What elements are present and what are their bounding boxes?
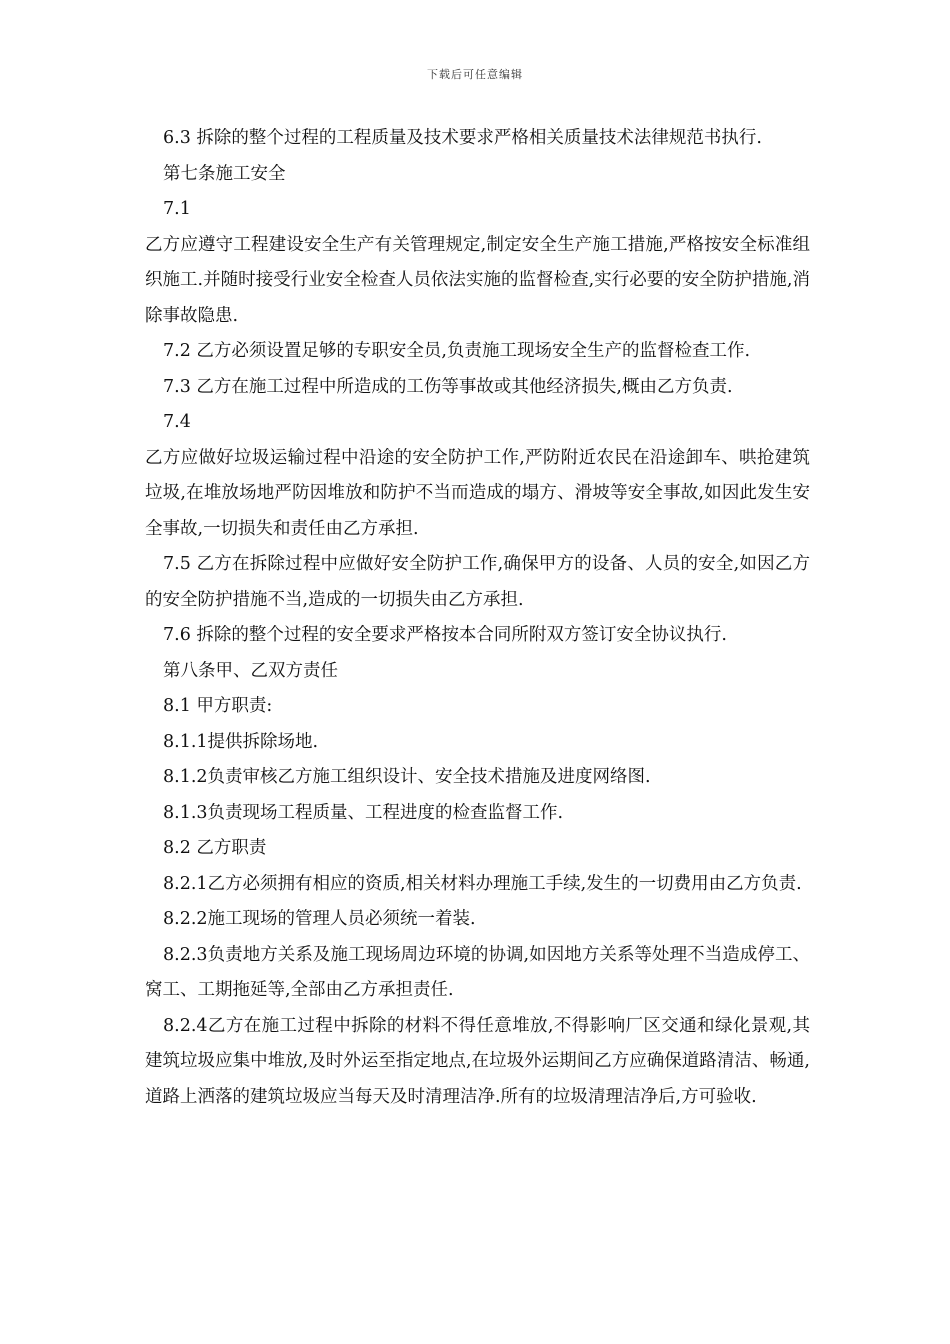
- document-body: [145, 121, 810, 1115]
- clause-8-1: 8.1 甲方职责:: [163, 696, 273, 716]
- clause-7-5: 7.5 乙方在拆除过程中应做好安全防护工作,确保甲方的设备、人员的安全,如因乙方的安全防护措施不当,造成的一切损失由乙方承担.: [145, 554, 810, 610]
- clause-7-6: 7.6 拆除的整个过程的安全要求严格按本合同所附双方签订安全协议执行.: [163, 625, 727, 645]
- clause-7-1-number: 7.1: [163, 199, 191, 219]
- clause-8-2-1: 8.2.1乙方必须拥有相应的资质,相关材料办理施工手续,发生的一切费用由乙方负责.: [163, 873, 802, 894]
- clause-8-1-3: 8.1.3负责现场工程质量、工程进度的检查监督工作.: [163, 802, 564, 823]
- clause-7-1-body: 乙方应遵守工程建设安全生产有关管理规定,制定安全生产施工措施,严格按安全标准组织施工.并随时接受行业安全检查人员依法实施的监督检查,实行必要的安全防护措施,消除事故隐患.: [145, 234, 810, 326]
- clause-8-1-1: 8.1.1提供拆除场地.: [163, 731, 319, 752]
- clause-7-2: 7.2 乙方必须设置足够的专职安全员,负责施工现场安全生产的监督检查工作.: [163, 341, 751, 361]
- clause-6-3: 6.3 拆除的整个过程的工程质量及技术要求严格相关质量技术法律规范书执行.: [163, 128, 762, 148]
- page-header: 下载后可任意编辑: [427, 68, 523, 81]
- clause-7-4-body: 乙方应做好垃圾运输过程中沿途的安全防护工作,严防附近农民在沿途卸车、哄抢建筑垃圾,在堆放场地严防因堆放和防护不当而造成的塌方、滑坡等安全事故,如因此发生安全事故,一切损失和责任由乙方承担.: [145, 447, 810, 539]
- clause-8-2-3: 8.2.3负责地方关系及施工现场周边环境的协调,如因地方关系等处理不当造成停工、窝工、工期拖延等,全部由乙方承担责任.: [145, 944, 810, 1000]
- article-7-heading: 第七条施工安全: [163, 163, 286, 184]
- clause-7-4-number: 7.4: [163, 412, 191, 432]
- clause-8-1-2: 8.1.2负责审核乙方施工组织设计、安全技术措施及进度网络图.: [163, 767, 651, 787]
- clause-8-2-2: 8.2.2施工现场的管理人员必须统一着装.: [163, 909, 476, 929]
- article-8-heading: 第八条甲、乙双方责任: [163, 660, 338, 681]
- clause-8-2-4: 8.2.4乙方在施工过程中拆除的材料不得任意堆放,不得影响厂区交通和绿化景观,其建筑垃圾应集中堆放,及时外运至指定地点,在垃圾外运期间乙方应确保道路清洁、畅通,道路上洒落的建筑垃圾应当每天及时清理洁净.所有的垃圾清理洁净后,方可验收.: [145, 1015, 810, 1107]
- clause-8-2: 8.2 乙方职责: [163, 838, 267, 858]
- clause-7-3: 7.3 乙方在施工过程中所造成的工伤等事故或其他经济损失,概由乙方负责.: [163, 376, 733, 397]
